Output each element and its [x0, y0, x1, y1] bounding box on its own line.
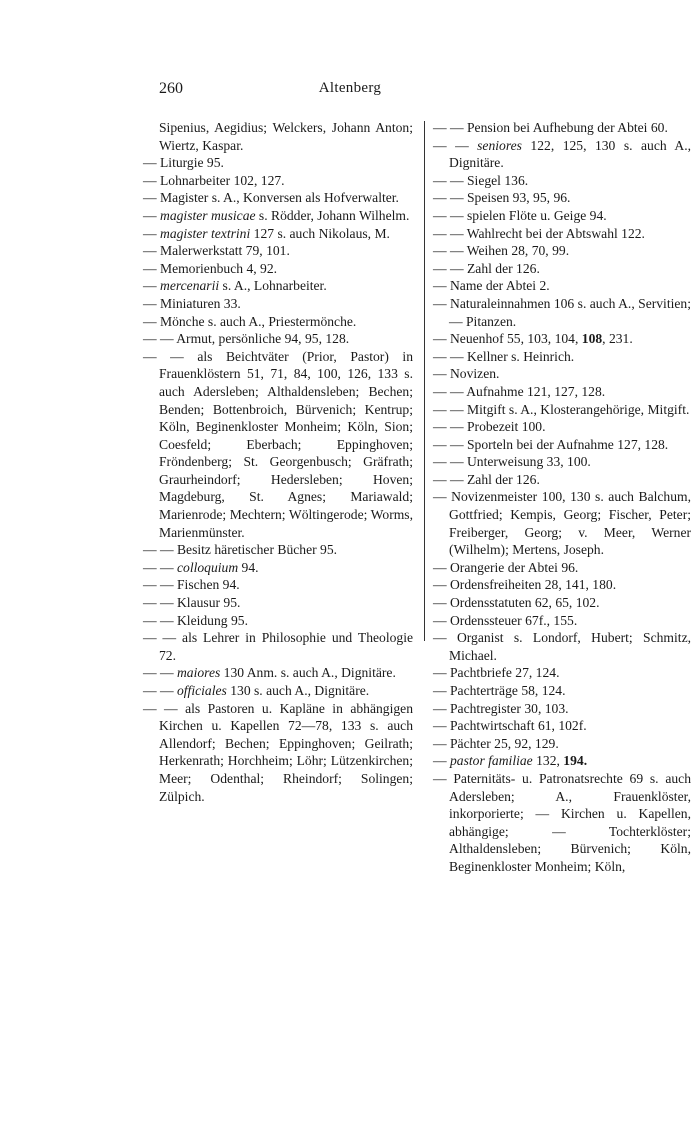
- index-entry-text: officiales: [176, 683, 227, 698]
- index-entry: [143, 189, 413, 207]
- index-entry-text: — Ordensstatuten 62, 65, 102.: [433, 595, 600, 611]
- index-entry-text: 94.: [238, 559, 259, 575]
- index-entry-text: magister textrini: [160, 225, 251, 241]
- index-entry-text: — — Kleidung 95.: [143, 612, 248, 628]
- index-entry-text: magister musicae: [160, 207, 256, 223]
- index-entry: [143, 242, 413, 260]
- index-entry: [433, 295, 691, 330]
- index-entry-text: — — Pension bei Aufhebung der Abtei 60.: [433, 120, 668, 135]
- index-entry: [143, 576, 413, 594]
- index-entry: [433, 471, 691, 489]
- index-entry-text: — — als Beichtväter (Prior, Pastor) in Frauenklöstern 51, 71, 84, 100, 126, 133 s. auch Adersleben; Althaldensleben; Bechen; Benden; Bottenbroich, Bürvenich; Kentrup; Köln, Beginenkloster Monheim; Köln, Sion; Coesfeld; Eberbach; Eppinghoven; Fröndenberg; St. Georgenbusch; Gräfrath; Graurheindorf; Hedersleben; Hoven; Magdeburg, St. Agnes; Mariawald; Marienrode; Mechtern; Wöltingerode; Worms, Marienmünster.: [143, 348, 413, 540]
- index-entry: [433, 436, 691, 454]
- right-index-column: [433, 119, 691, 876]
- index-entry-text: — Neuenhof 55, 103, 104,: [433, 331, 582, 347]
- index-entry: [433, 682, 691, 700]
- index-entry: [143, 313, 413, 331]
- index-entry: [433, 383, 691, 401]
- index-entry-text: — Lohnarbeiter 102, 127.: [143, 172, 285, 188]
- index-entry-text: seniores: [477, 137, 522, 153]
- index-entry-text: — Naturaleinnahmen 106 s. auch A., Servitien; — Pitanzen.: [433, 295, 691, 329]
- index-entry: [433, 752, 691, 770]
- index-entry-text: pastor familiae: [450, 753, 533, 769]
- index-entry-text: 108: [581, 331, 603, 347]
- index-entry: [143, 348, 413, 542]
- index-entry: [433, 735, 691, 753]
- index-entry: [143, 541, 413, 559]
- page-header: [0, 80, 700, 102]
- index-entry-text: —: [143, 278, 160, 294]
- index-entry-text: —: [433, 753, 450, 769]
- index-entry-text: — — spielen Flöte u. Geige 94.: [433, 207, 607, 223]
- index-entry-text: — Magister s. A., Konversen als Hofverwalter.: [143, 190, 399, 206]
- index-entry: [433, 330, 691, 348]
- index-entry: [433, 348, 691, 366]
- index-entry: [433, 576, 691, 594]
- index-entry-text: — Pachtbriefe 27, 124.: [433, 665, 560, 681]
- index-entry: [143, 207, 413, 225]
- column-divider: [424, 121, 425, 641]
- index-entry-text: — — Speisen 93, 95, 96.: [433, 190, 571, 206]
- index-entry: [433, 365, 691, 383]
- index-entry: [143, 154, 413, 172]
- index-entry-text: — — Aufnahme 121, 127, 128.: [433, 383, 606, 399]
- index-entry: [433, 559, 691, 577]
- index-entry: [433, 137, 691, 172]
- index-entry-text: — — als Pastoren u. Kapläne in abhängigen Kirchen u. Kapellen 72—78, 133 s. auch Allendorf; Bechen; Eppinghoven; Geilrath; Herkenrath; Horchheim; Löhr; Lützenkirchen; Meer; Odenthal; Rheindorf; Solingen; Zülpich.: [143, 700, 413, 804]
- index-entry-text: — — Siegel 136.: [433, 172, 529, 188]
- index-entry: [433, 488, 691, 558]
- index-entry: [143, 260, 413, 278]
- index-entry: [143, 277, 413, 295]
- index-entry: [433, 242, 691, 260]
- index-entry-text: 130 s. auch A., Dignitäre.: [226, 683, 370, 698]
- index-entry-text: — — Kellner s. Heinrich.: [433, 348, 575, 364]
- index-entry: [143, 700, 413, 806]
- index-entry: [433, 700, 691, 718]
- index-entry-text: s. A., Lohnarbeiter.: [219, 278, 327, 294]
- index-entry-text: maiores: [176, 665, 221, 681]
- index-entry-text: — Ordenssteuer 67f., 155.: [433, 612, 578, 628]
- index-entry: [143, 119, 413, 154]
- index-entry: [143, 629, 413, 664]
- index-entry-text: — — Unterweisung 33, 100.: [433, 454, 591, 470]
- index-entry-text: — Novizenmeister 100, 130 s. auch Balchum, Gottfried; Kempis, Georg; Fischer, Peter; Freiberger, Georg; v. Meer, Werner (Wilhelm); Mertens, Joseph.: [433, 489, 691, 558]
- index-entry-text: — Pachtwirtschaft 61, 102f.: [433, 718, 587, 734]
- index-entry-text: — Memorienbuch 4, 92.: [143, 260, 278, 276]
- index-entry: [433, 260, 691, 278]
- index-entry-text: — Novizen.: [433, 366, 500, 382]
- index-entry-text: — — Sporteln bei der Aufnahme 127, 128.: [433, 436, 669, 452]
- page-number: 260: [159, 80, 183, 97]
- index-entry: [433, 453, 691, 471]
- index-entry: [433, 225, 691, 243]
- index-entry-text: — Malerwerkstatt 79, 101.: [143, 243, 290, 259]
- index-entry-text: — —: [143, 683, 177, 698]
- index-entry: [143, 295, 413, 313]
- index-entry: [433, 119, 691, 137]
- index-entry: [143, 682, 413, 700]
- index-entry-text: Sipenius, Aegidius; Welckers, Johann Anton; Wiertz, Kaspar.: [159, 120, 413, 153]
- index-entry-text: — Orangerie der Abtei 96.: [433, 559, 579, 575]
- index-entry: [143, 612, 413, 630]
- index-entry-text: — — Zahl der 126.: [433, 471, 540, 487]
- index-entry-text: 122, 125, 130 s. auch A., Dignitäre.: [449, 137, 691, 171]
- index-entry: [433, 612, 691, 630]
- index-entry: [433, 207, 691, 225]
- index-entry: [433, 401, 691, 419]
- index-entry: [433, 594, 691, 612]
- index-entry-text: 127 s. auch Nikolaus, M.: [250, 225, 390, 241]
- index-entry-text: — Pachtregister 30, 103.: [433, 700, 569, 716]
- index-entry-text: — Organist s. Londorf, Hubert; Schmitz, Michael.: [433, 630, 691, 663]
- index-entry: [433, 770, 691, 876]
- index-entry-text: — — Klausur 95.: [143, 595, 241, 611]
- index-entry: [143, 594, 413, 612]
- index-entry-text: — — Besitz häretischer Bücher 95.: [143, 542, 338, 558]
- index-entry-text: — — Zahl der 126.: [433, 260, 540, 276]
- left-index-column: [143, 119, 413, 805]
- index-entry-text: — — Weihen 28, 70, 99.: [433, 243, 570, 259]
- index-entry-text: , 231.: [602, 331, 633, 347]
- index-entry-text: — — Wahlrecht bei der Abtswahl 122.: [433, 225, 645, 241]
- index-entry-text: — — Probezeit 100.: [433, 419, 546, 435]
- index-entry-text: mercenarii: [160, 278, 220, 294]
- index-entry: [433, 172, 691, 190]
- index-entry-text: — Mönche s. auch A., Priestermönche.: [143, 313, 357, 329]
- index-entry-text: —: [143, 225, 160, 241]
- index-entry-text: — Ordensfreiheiten 28, 141, 180.: [433, 577, 617, 593]
- index-entry-text: — — Mitgift s. A., Klosterangehörige, Mitgift.: [433, 401, 690, 417]
- index-entry: [143, 330, 413, 348]
- index-entry-text: — —: [143, 559, 177, 575]
- index-entry-text: 194.: [563, 753, 588, 769]
- index-entry: [433, 664, 691, 682]
- index-entry-text: — Miniaturen 33.: [143, 295, 241, 311]
- index-entry-text: s. Rödder, Johann Wilhelm.: [255, 207, 410, 223]
- index-entry-text: — Pächter 25, 92, 129.: [433, 735, 559, 751]
- index-entry-text: — Pachterträge 58, 124.: [433, 683, 566, 698]
- index-entry: [433, 629, 691, 664]
- index-entry-text: 132,: [532, 753, 564, 769]
- index-entry: [143, 225, 413, 243]
- index-entry-text: — —: [143, 665, 177, 681]
- index-entry-text: — —: [433, 137, 478, 153]
- index-entry: [433, 277, 691, 295]
- index-entry-text: — Name der Abtei 2.: [433, 278, 550, 294]
- running-title: Altenberg: [318, 80, 382, 96]
- index-entry: [143, 172, 413, 190]
- index-entry: [433, 418, 691, 436]
- index-entry: [433, 717, 691, 735]
- index-entry-text: colloquium: [176, 559, 239, 575]
- index-entry-text: — Paternitäts- u. Patronatsrechte 69 s. auch Adersleben; A., Frauenklöster, inkorporierte; — Kirchen u. Kapellen, abhängige; — Tochterklöster; Althaldensleben; Bürvenich; Köln, Beginenkloster Monheim; Köln,: [433, 770, 691, 874]
- index-entry-text: 130 Anm. s. auch A., Dignitäre.: [220, 665, 396, 681]
- index-entry-text: — — Armut, persönliche 94, 95, 128.: [143, 331, 350, 347]
- index-entry: [143, 664, 413, 682]
- index-entry: [433, 189, 691, 207]
- index-entry-text: — Liturgie 95.: [143, 155, 224, 171]
- index-entry-text: — — Fischen 94.: [143, 577, 240, 593]
- index-entry-text: — — als Lehrer in Philosophie und Theologie 72.: [143, 630, 413, 663]
- index-entry: [143, 559, 413, 577]
- index-entry-text: —: [143, 207, 160, 223]
